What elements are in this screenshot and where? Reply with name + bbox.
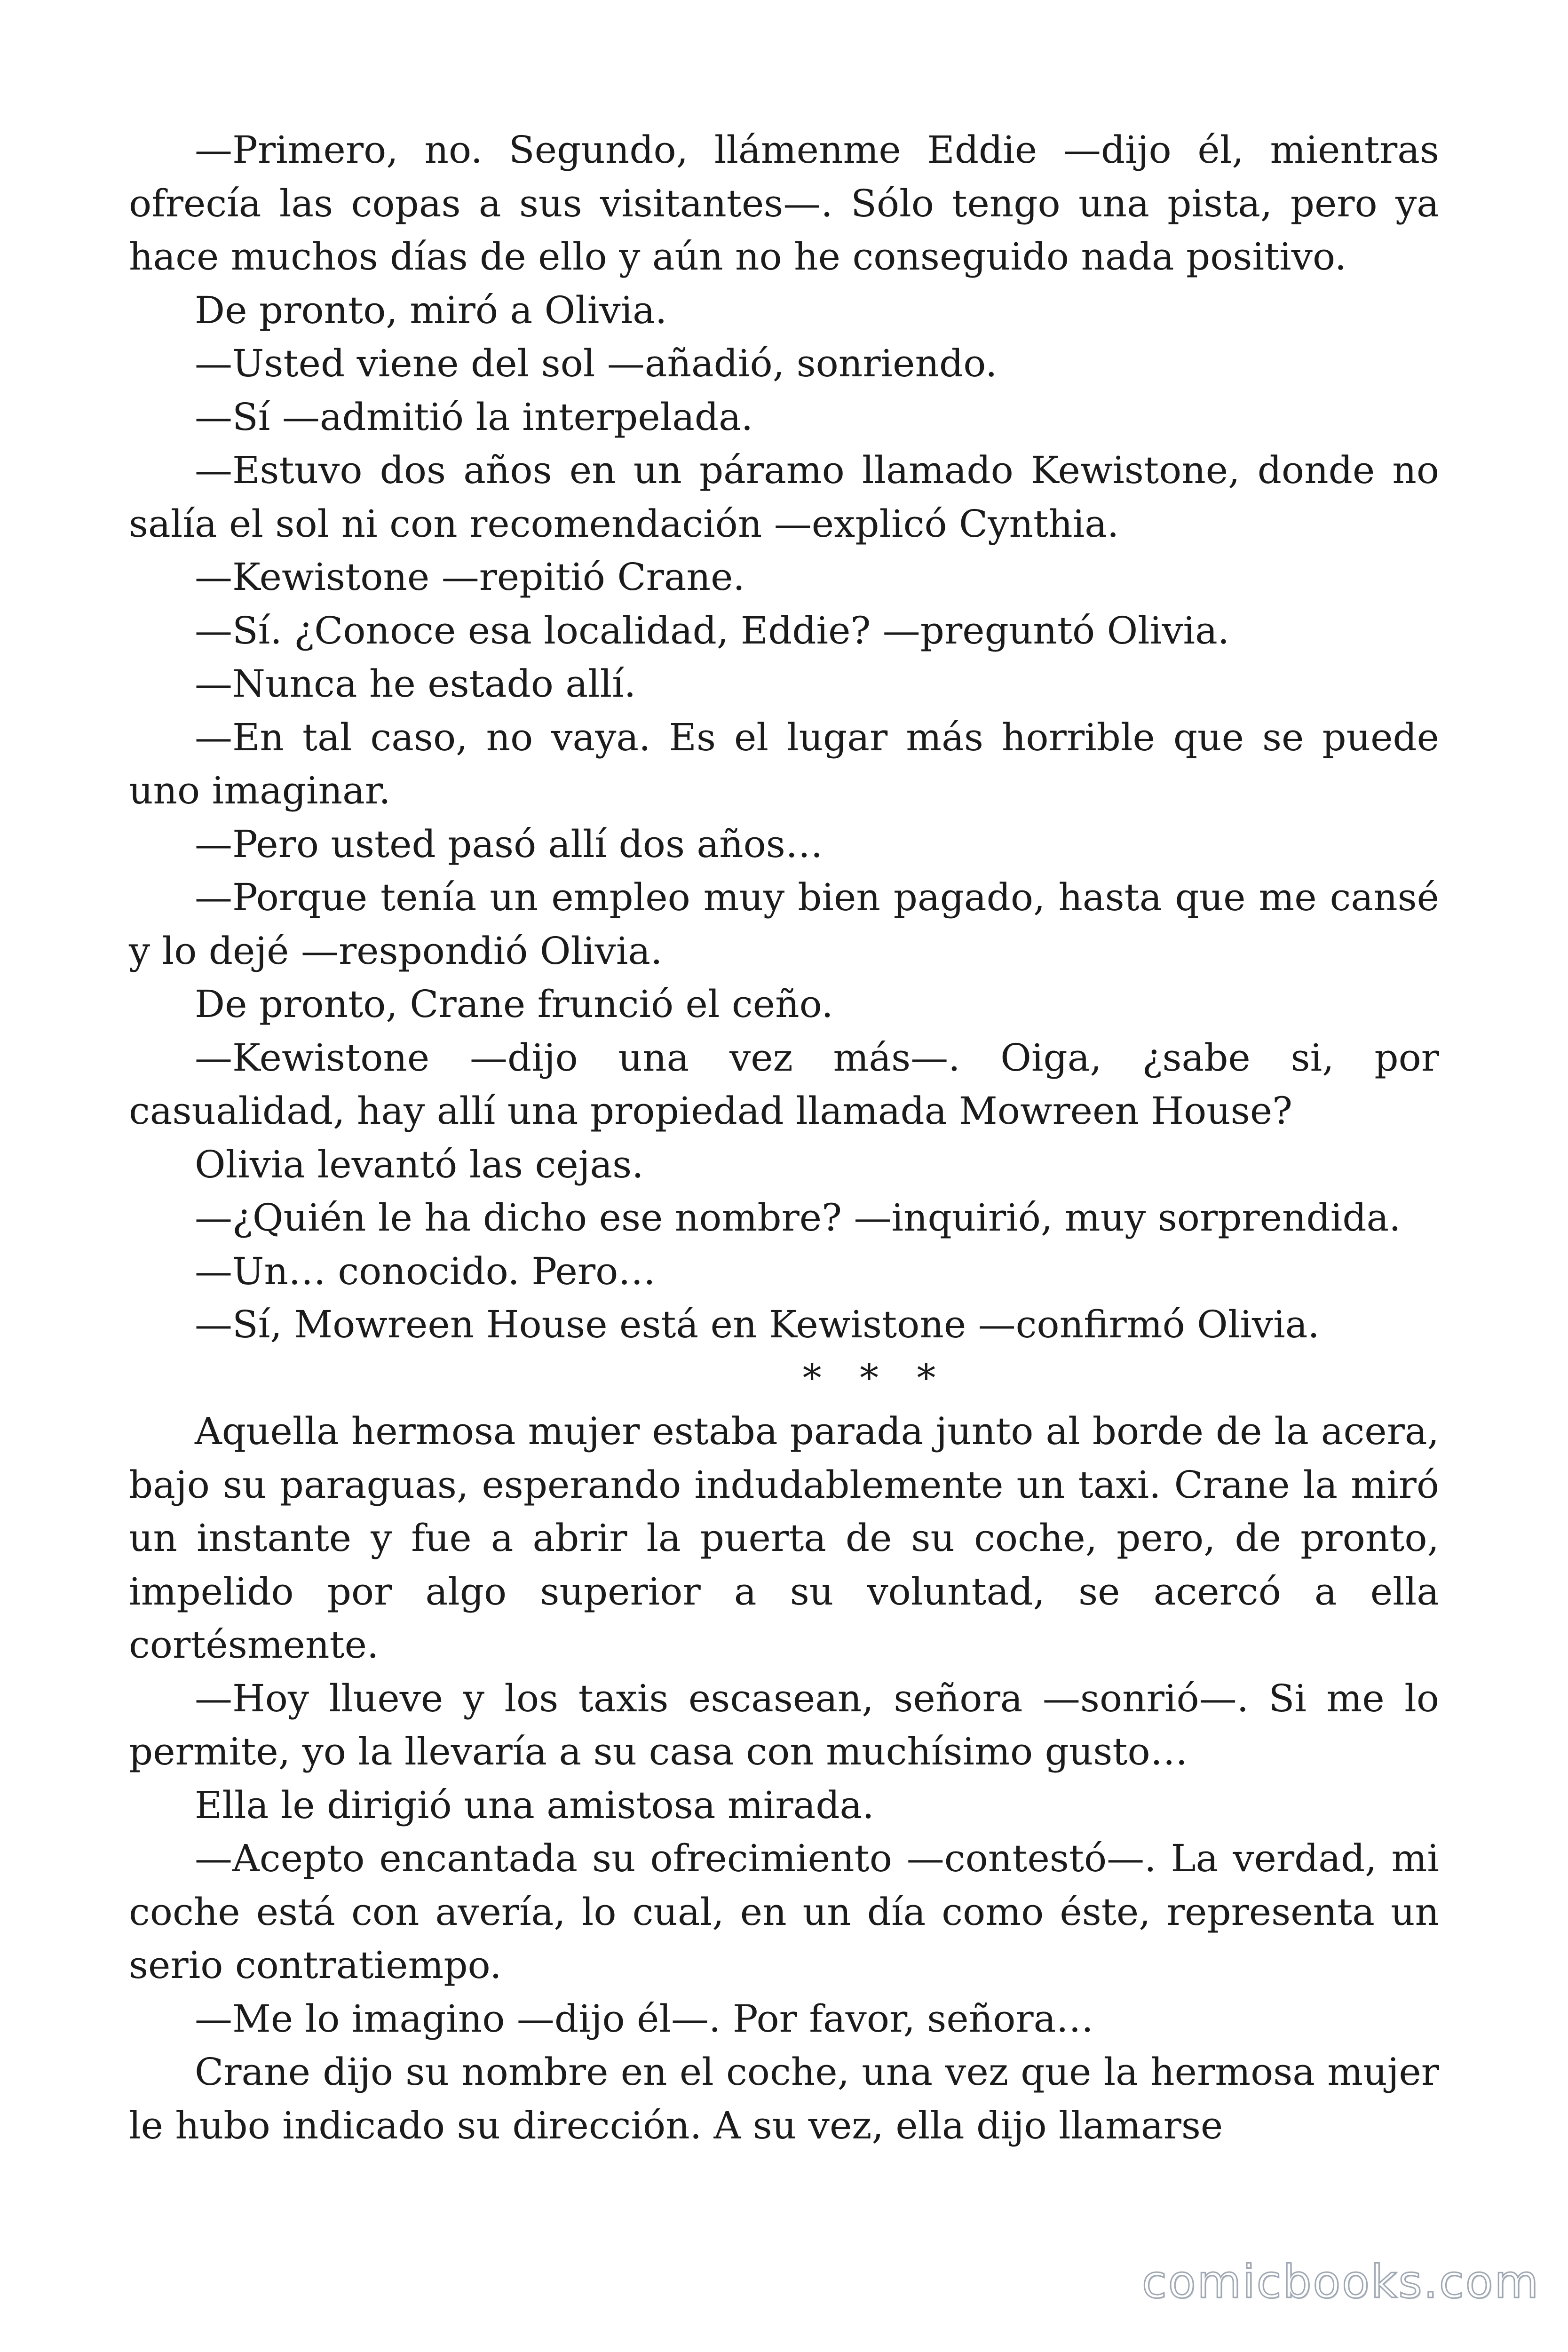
paragraph: —¿Quién le ha dicho ese nombre? —inquirió, muy sorprendida. bbox=[195, 1196, 1401, 1240]
scene-break: * * * bbox=[802, 1356, 949, 1400]
paragraph: Ella le dirigió una amistosa mirada. bbox=[195, 1783, 874, 1827]
paragraph: De pronto, Crane frunció el ceño. bbox=[195, 982, 833, 1026]
paragraph: —Sí, Mowreen House está en Kewistone —confirmó Olivia. bbox=[195, 1303, 1320, 1346]
paragraph: —Kewistone —dijo una vez más—. Oiga, ¿sabe si, por casualidad, hay allí una propiedad llamada Mowreen House? bbox=[129, 1035, 1439, 1133]
watermark: comicbooks.com bbox=[1141, 2256, 1540, 2308]
paragraph: —Sí —admitió la interpelada. bbox=[195, 395, 753, 439]
paragraph: Aquella hermosa mujer estaba parada junto al borde de la acera, bajo su paraguas, esperando indudablemente un taxi. Crane la miró un instante y fue a abrir la puerta de su coche, pero, de pronto, impelido por algo superior a su voluntad, se acercó a ella cortésmente. bbox=[129, 1409, 1439, 1667]
paragraph: De pronto, miró a Olivia. bbox=[195, 288, 667, 332]
paragraph: —Nunca he estado allí. bbox=[195, 662, 636, 706]
paragraph: —Un… conocido. Pero… bbox=[195, 1249, 656, 1293]
body-text bbox=[129, 123, 1439, 2152]
paragraph: —Hoy llueve y los taxis escasean, señora —sonrió—. Si me lo permite, yo la llevaría a su casa con muchísimo gusto… bbox=[129, 1676, 1439, 1773]
paragraph: —Usted viene del sol —añadió, sonriendo. bbox=[195, 342, 998, 385]
paragraph: —Primero, no. Segundo, llámenme Eddie —dijo él, mientras ofrecía las copas a sus visitantes—. Sólo tengo una pista, pero ya hace muchos días de ello y aún no he conseguido nada positivo. bbox=[129, 128, 1439, 278]
paragraph: —Porque tenía un empleo muy bien pagado, hasta que me cansé y lo dejé —respondió Olivia. bbox=[129, 875, 1439, 973]
paragraph: —Sí. ¿Conoce esa localidad, Eddie? —preguntó Olivia. bbox=[195, 608, 1230, 652]
paragraph: —Kewistone —repitió Crane. bbox=[195, 555, 745, 599]
paragraph: —Estuvo dos años en un páramo llamado Kewistone, donde no salía el sol ni con recomendación —explicó Cynthia. bbox=[129, 448, 1439, 546]
paragraph: —Me lo imagino —dijo él—. Por favor, señora… bbox=[195, 1996, 1094, 2041]
paragraph: —En tal caso, no vaya. Es el lugar más horrible que se puede uno imaginar. bbox=[129, 715, 1439, 812]
paragraph: Crane dijo su nombre en el coche, una vez que la hermosa mujer le hubo indicado su dirección. A su vez, ella dijo llamarse bbox=[129, 2050, 1439, 2147]
paragraph: —Pero usted pasó allí dos años… bbox=[195, 822, 823, 866]
paragraph: Olivia levantó las cejas. bbox=[195, 1142, 644, 1186]
paragraph: —Acepto encantada su ofrecimiento —contestó—. La verdad, mi coche está con avería, lo cual, en un día como éste, representa un serio contratiempo. bbox=[129, 1836, 1439, 1987]
